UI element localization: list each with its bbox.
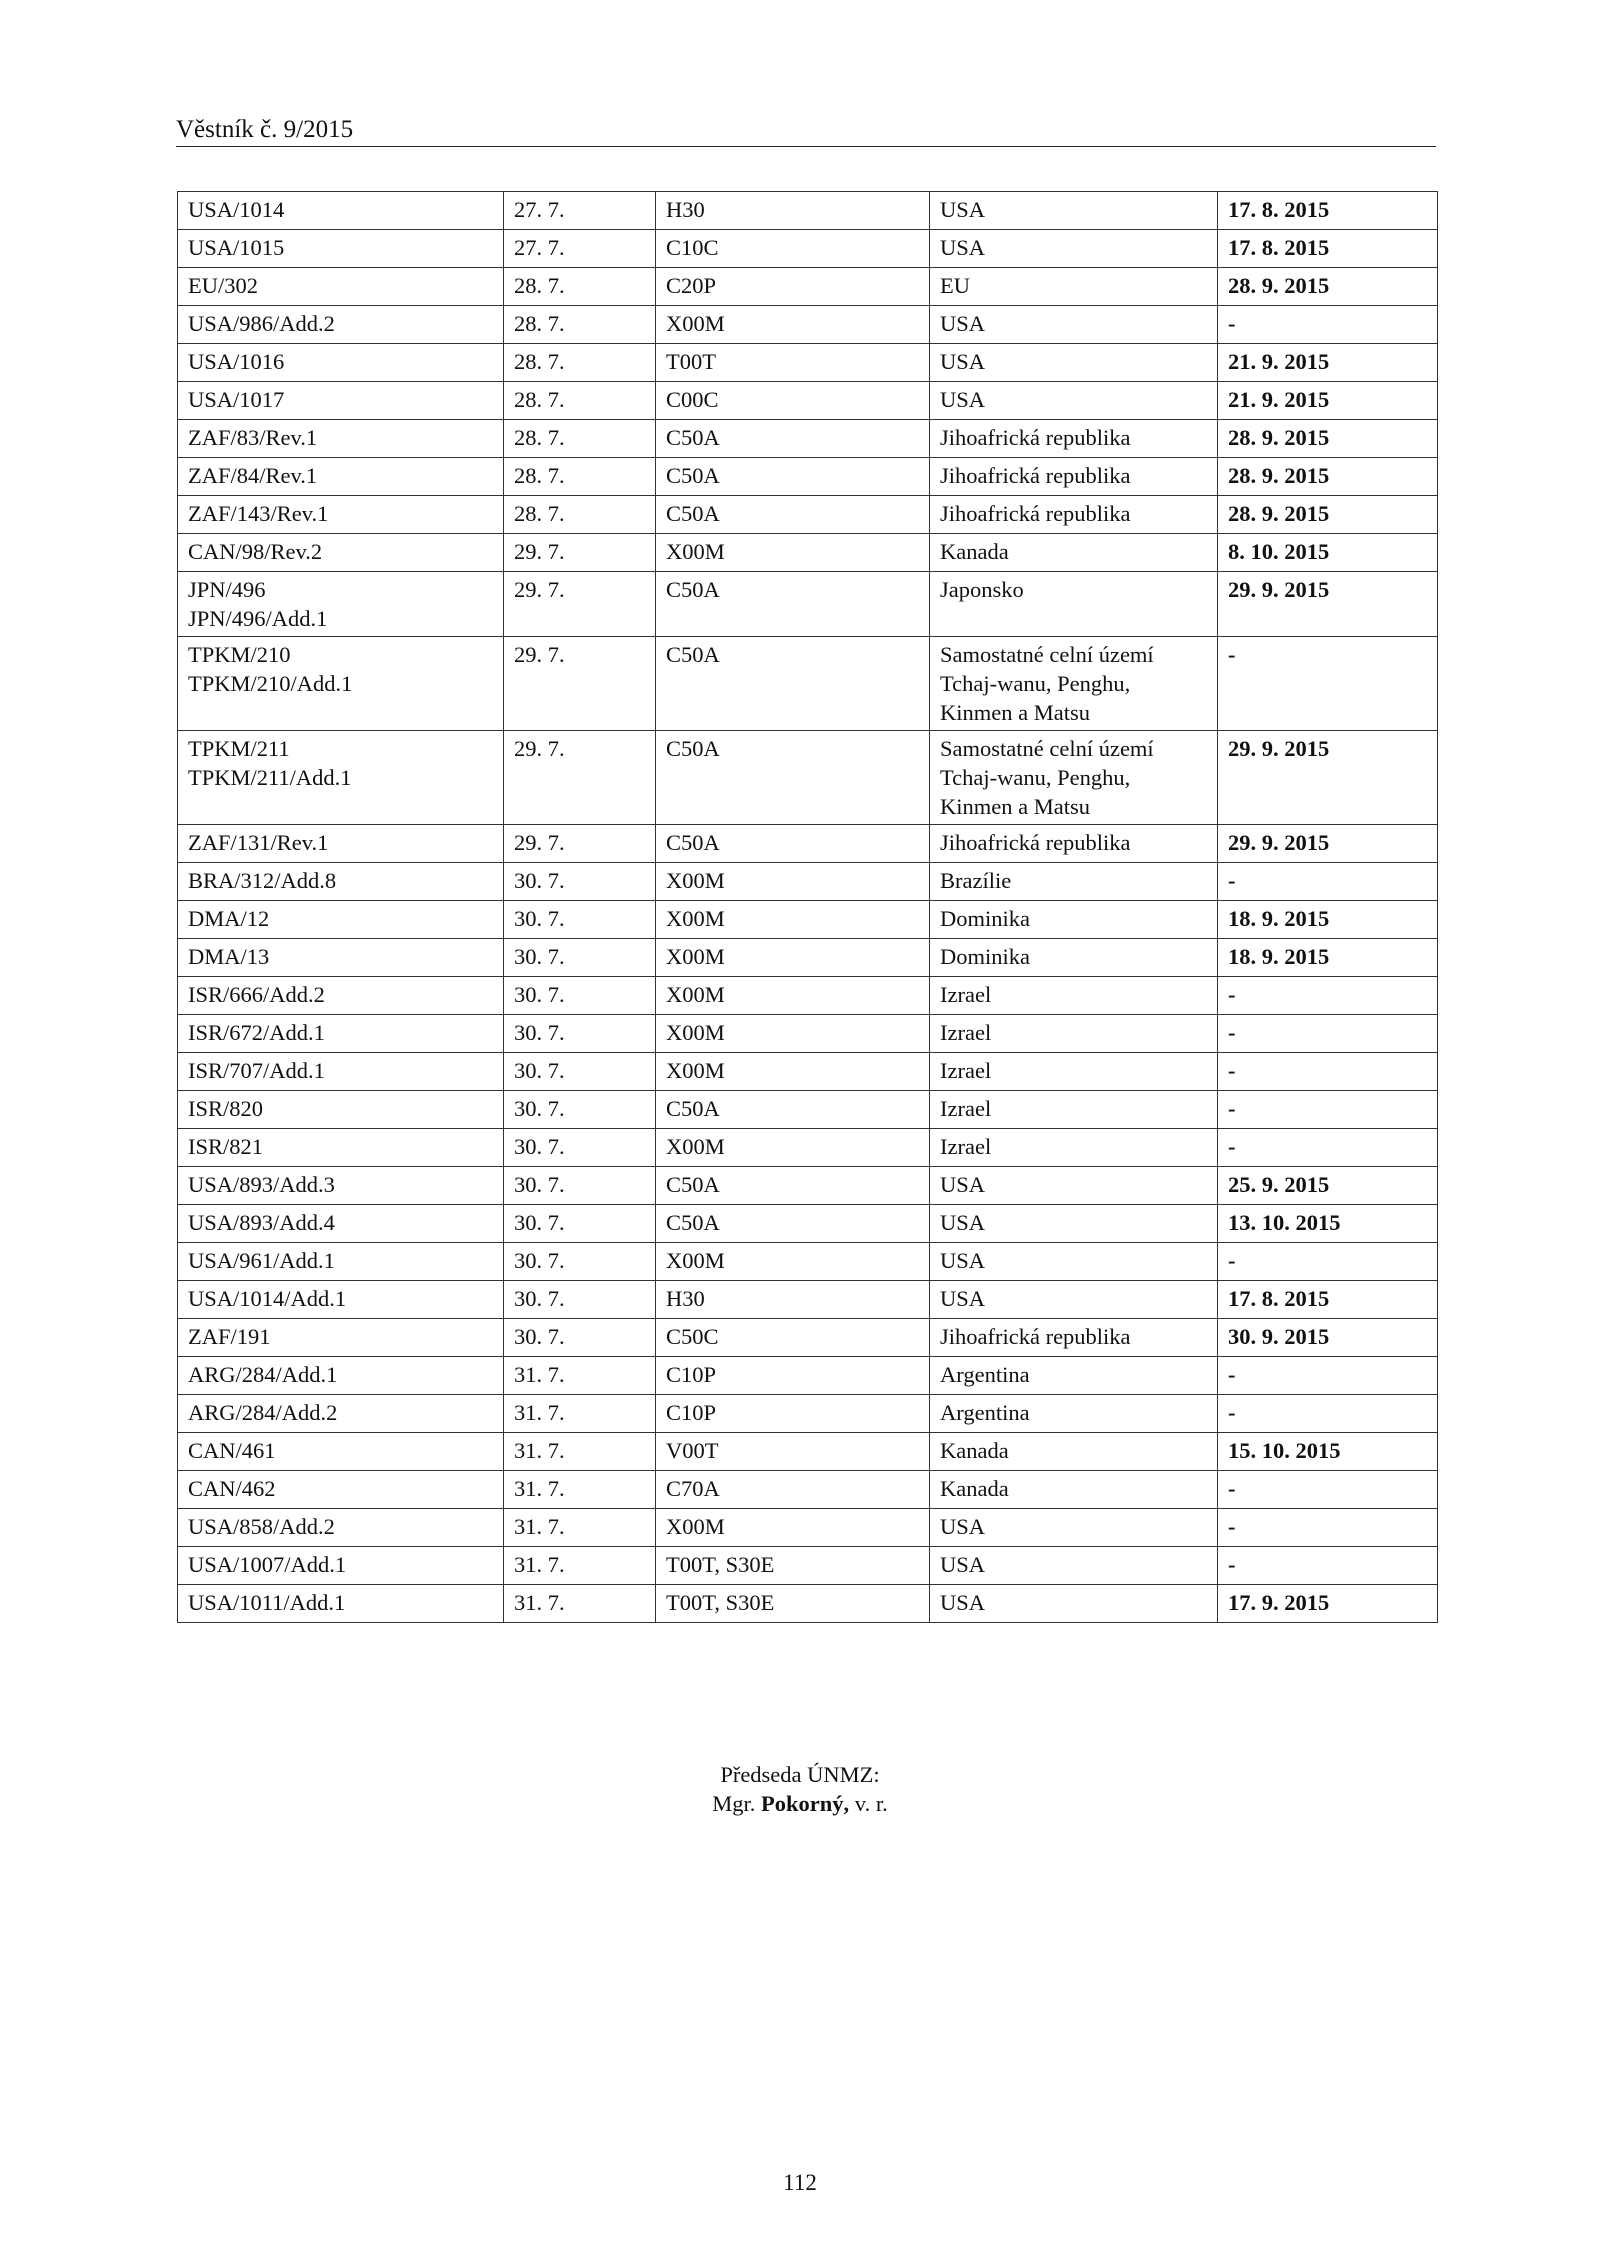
country-cell xyxy=(930,901,1218,939)
date-cell: 31. 7. xyxy=(504,1547,656,1585)
deadline-cell: 17. 8. 2015 xyxy=(1218,192,1438,230)
date-cell: 31. 7. xyxy=(504,1395,656,1433)
table-row xyxy=(178,1281,1438,1319)
document-cell xyxy=(178,496,504,534)
document-cell-line: USA/1016 xyxy=(188,349,285,374)
country-cell-line: Kanada xyxy=(940,539,1009,564)
code-cell: X00M xyxy=(656,939,930,977)
document-cell-line: USA/961/Add.1 xyxy=(188,1248,335,1273)
country-cell-line: USA xyxy=(940,1514,986,1539)
country-cell-line: USA xyxy=(940,387,986,412)
document-cell xyxy=(178,901,504,939)
country-cell-line: Japonsko xyxy=(940,577,1024,602)
country-cell xyxy=(930,1167,1218,1205)
document-cell-line: EU/302 xyxy=(188,273,258,298)
deadline-cell: 21. 9. 2015 xyxy=(1218,382,1438,420)
document-cell-line: BRA/312/Add.8 xyxy=(188,868,337,893)
code-cell: C20P xyxy=(656,268,930,306)
code-cell: X00M xyxy=(656,1243,930,1281)
deadline-cell: - xyxy=(1218,1091,1438,1129)
deadline-cell: 21. 9. 2015 xyxy=(1218,344,1438,382)
deadline-cell: - xyxy=(1218,637,1438,731)
date-cell: 28. 7. xyxy=(504,268,656,306)
table-row xyxy=(178,1091,1438,1129)
country-cell-line: Jihoafrická republika xyxy=(940,463,1131,488)
country-cell-line: USA xyxy=(940,1590,986,1615)
country-cell-line: Brazílie xyxy=(940,868,1012,893)
deadline-cell: 29. 9. 2015 xyxy=(1218,572,1438,637)
country-cell xyxy=(930,1015,1218,1053)
country-cell-line: USA xyxy=(940,1286,986,1311)
code-cell: X00M xyxy=(656,901,930,939)
country-cell-line: Jihoafrická republika xyxy=(940,1324,1131,1349)
code-cell: C10P xyxy=(656,1395,930,1433)
deadline-cell: - xyxy=(1218,1395,1438,1433)
code-cell: C10P xyxy=(656,1357,930,1395)
table-row xyxy=(178,1433,1438,1471)
document-cell-line: ZAF/143/Rev.1 xyxy=(188,501,329,526)
document-cell-line: USA/986/Add.2 xyxy=(188,311,335,336)
document-cell xyxy=(178,1319,504,1357)
deadline-cell: 28. 9. 2015 xyxy=(1218,458,1438,496)
deadline-cell: - xyxy=(1218,1471,1438,1509)
country-cell-line: Kinmen a Matsu xyxy=(940,700,1090,725)
code-cell: C10C xyxy=(656,230,930,268)
deadline-cell: 28. 9. 2015 xyxy=(1218,420,1438,458)
code-cell: C50A xyxy=(656,637,930,731)
code-cell: C50C xyxy=(656,1319,930,1357)
country-cell xyxy=(930,863,1218,901)
country-cell xyxy=(930,1547,1218,1585)
code-cell: C50A xyxy=(656,420,930,458)
document-cell xyxy=(178,1509,504,1547)
code-cell: C50A xyxy=(656,1091,930,1129)
code-cell: X00M xyxy=(656,1129,930,1167)
document-cell-line: DMA/12 xyxy=(188,906,270,931)
document-cell-line: ISR/672/Add.1 xyxy=(188,1020,325,1045)
country-cell xyxy=(930,637,1218,731)
table-row xyxy=(178,1471,1438,1509)
deadline-cell: 18. 9. 2015 xyxy=(1218,939,1438,977)
document-cell-line: TPKM/211 xyxy=(188,736,290,761)
signature-role: Předseda ÚNMZ: xyxy=(720,1762,880,1787)
table-row xyxy=(178,637,1438,731)
country-cell-line: Argentina xyxy=(940,1400,1030,1425)
date-cell: 30. 7. xyxy=(504,1167,656,1205)
date-cell: 28. 7. xyxy=(504,458,656,496)
code-cell: X00M xyxy=(656,863,930,901)
journal-title: Věstník č. 9/2015 xyxy=(176,116,354,143)
date-cell: 29. 7. xyxy=(504,637,656,731)
document-cell-line: USA/1014/Add.1 xyxy=(188,1286,347,1311)
table-body xyxy=(178,192,1438,1623)
table-row xyxy=(178,939,1438,977)
country-cell-line: Tchaj-wanu, Penghu, xyxy=(940,671,1131,696)
date-cell: 30. 7. xyxy=(504,1129,656,1167)
country-cell xyxy=(930,306,1218,344)
document-cell xyxy=(178,458,504,496)
country-cell xyxy=(930,420,1218,458)
country-cell xyxy=(930,1091,1218,1129)
country-cell xyxy=(930,534,1218,572)
code-cell: C50A xyxy=(656,458,930,496)
code-cell: C00C xyxy=(656,382,930,420)
document-cell-line: USA/1017 xyxy=(188,387,285,412)
code-cell: V00T xyxy=(656,1433,930,1471)
page-number: 112 xyxy=(783,2170,817,2195)
document-cell-line: ISR/707/Add.1 xyxy=(188,1058,325,1083)
document-cell xyxy=(178,306,504,344)
country-cell-line: USA xyxy=(940,349,986,374)
document-cell-line: ZAF/84/Rev.1 xyxy=(188,463,318,488)
document-cell xyxy=(178,534,504,572)
country-cell-line: USA xyxy=(940,1210,986,1235)
signature-name: Pokorný, xyxy=(761,1791,850,1816)
document-cell-line: USA/893/Add.4 xyxy=(188,1210,335,1235)
deadline-cell: - xyxy=(1218,1129,1438,1167)
document-cell-line: JPN/496/Add.1 xyxy=(188,606,328,631)
document-cell xyxy=(178,731,504,825)
document-cell-line: ZAF/131/Rev.1 xyxy=(188,830,329,855)
notifications-table xyxy=(177,191,1438,1623)
deadline-cell: - xyxy=(1218,1015,1438,1053)
deadline-cell: 15. 10. 2015 xyxy=(1218,1433,1438,1471)
document-cell-line: USA/893/Add.3 xyxy=(188,1172,335,1197)
table-row xyxy=(178,382,1438,420)
deadline-cell: 25. 9. 2015 xyxy=(1218,1167,1438,1205)
code-cell: C70A xyxy=(656,1471,930,1509)
deadline-cell: 17. 9. 2015 xyxy=(1218,1585,1438,1623)
deadline-cell: 17. 8. 2015 xyxy=(1218,230,1438,268)
country-cell xyxy=(930,1053,1218,1091)
date-cell: 31. 7. xyxy=(504,1357,656,1395)
date-cell: 31. 7. xyxy=(504,1509,656,1547)
date-cell: 30. 7. xyxy=(504,863,656,901)
country-cell xyxy=(930,1509,1218,1547)
deadline-cell: - xyxy=(1218,1053,1438,1091)
country-cell-line: Kanada xyxy=(940,1476,1009,1501)
table-row xyxy=(178,1395,1438,1433)
document-cell-line: TPKM/211/Add.1 xyxy=(188,765,352,790)
date-cell: 30. 7. xyxy=(504,939,656,977)
country-cell-line: USA xyxy=(940,311,986,336)
deadline-cell: - xyxy=(1218,1357,1438,1395)
country-cell-line: USA xyxy=(940,1248,986,1273)
document-cell xyxy=(178,1433,504,1471)
deadline-cell: 17. 8. 2015 xyxy=(1218,1281,1438,1319)
document-cell xyxy=(178,1205,504,1243)
country-cell xyxy=(930,572,1218,637)
code-cell: X00M xyxy=(656,1053,930,1091)
document-cell-line: USA/1015 xyxy=(188,235,285,260)
code-cell: C50A xyxy=(656,731,930,825)
deadline-cell: 30. 9. 2015 xyxy=(1218,1319,1438,1357)
document-cell-line: ISR/821 xyxy=(188,1134,264,1159)
document-cell xyxy=(178,1281,504,1319)
date-cell: 30. 7. xyxy=(504,1319,656,1357)
country-cell xyxy=(930,825,1218,863)
table-row xyxy=(178,1509,1438,1547)
date-cell: 28. 7. xyxy=(504,382,656,420)
date-cell: 29. 7. xyxy=(504,825,656,863)
country-cell xyxy=(930,1281,1218,1319)
country-cell-line: Jihoafrická republika xyxy=(940,501,1131,526)
country-cell xyxy=(930,1471,1218,1509)
date-cell: 30. 7. xyxy=(504,1053,656,1091)
table-row xyxy=(178,496,1438,534)
table-row xyxy=(178,1053,1438,1091)
signature-block xyxy=(0,1760,1600,1818)
document-cell xyxy=(178,825,504,863)
page-header xyxy=(176,112,1436,147)
document-cell-line: ISR/666/Add.2 xyxy=(188,982,325,1007)
country-cell-line: USA xyxy=(940,1552,986,1577)
date-cell: 27. 7. xyxy=(504,192,656,230)
country-cell xyxy=(930,1319,1218,1357)
code-cell: X00M xyxy=(656,534,930,572)
date-cell: 30. 7. xyxy=(504,1015,656,1053)
document-cell-line: USA/1011/Add.1 xyxy=(188,1590,346,1615)
deadline-cell: - xyxy=(1218,1547,1438,1585)
table-row xyxy=(178,863,1438,901)
date-cell: 30. 7. xyxy=(504,1205,656,1243)
date-cell: 29. 7. xyxy=(504,731,656,825)
document-cell xyxy=(178,420,504,458)
document-cell-line: CAN/98/Rev.2 xyxy=(188,539,323,564)
date-cell: 29. 7. xyxy=(504,534,656,572)
table-row xyxy=(178,458,1438,496)
code-cell: T00T, S30E xyxy=(656,1547,930,1585)
country-cell xyxy=(930,1205,1218,1243)
code-cell: X00M xyxy=(656,977,930,1015)
code-cell: X00M xyxy=(656,306,930,344)
date-cell: 30. 7. xyxy=(504,1281,656,1319)
date-cell: 30. 7. xyxy=(504,1091,656,1129)
document-cell xyxy=(178,382,504,420)
document-cell-line: USA/1014 xyxy=(188,197,285,222)
document-cell xyxy=(178,1167,504,1205)
deadline-cell: - xyxy=(1218,863,1438,901)
document-cell-line: ZAF/83/Rev.1 xyxy=(188,425,318,450)
table-row xyxy=(178,977,1438,1015)
table-row xyxy=(178,1319,1438,1357)
country-cell-line: Kanada xyxy=(940,1438,1009,1463)
document-cell-line: JPN/496 xyxy=(188,577,266,602)
deadline-cell: 28. 9. 2015 xyxy=(1218,496,1438,534)
table-row xyxy=(178,1585,1438,1623)
signature-suffix: v. r. xyxy=(854,1791,888,1816)
deadline-cell: 18. 9. 2015 xyxy=(1218,901,1438,939)
document-cell xyxy=(178,1091,504,1129)
table-row xyxy=(178,1357,1438,1395)
country-cell-line: Izrael xyxy=(940,1020,992,1045)
document-cell xyxy=(178,1015,504,1053)
date-cell: 30. 7. xyxy=(504,977,656,1015)
document-cell xyxy=(178,1547,504,1585)
country-cell xyxy=(930,1433,1218,1471)
table-row xyxy=(178,1243,1438,1281)
date-cell: 30. 7. xyxy=(504,901,656,939)
table-row xyxy=(178,1015,1438,1053)
table-row xyxy=(178,344,1438,382)
document-cell xyxy=(178,863,504,901)
document-cell xyxy=(178,1243,504,1281)
country-cell xyxy=(930,1129,1218,1167)
code-cell: C50A xyxy=(656,572,930,637)
country-cell xyxy=(930,344,1218,382)
table-row xyxy=(178,572,1438,637)
country-cell xyxy=(930,496,1218,534)
table-row xyxy=(178,534,1438,572)
code-cell: C50A xyxy=(656,825,930,863)
document-cell-line: CAN/461 xyxy=(188,1438,276,1463)
date-cell: 28. 7. xyxy=(504,306,656,344)
document-cell xyxy=(178,1129,504,1167)
document-cell xyxy=(178,1471,504,1509)
code-cell: C50A xyxy=(656,1167,930,1205)
document-cell-line: TPKM/210/Add.1 xyxy=(188,671,353,696)
deadline-cell: - xyxy=(1218,1243,1438,1281)
document-cell xyxy=(178,344,504,382)
table-row xyxy=(178,230,1438,268)
date-cell: 28. 7. xyxy=(504,420,656,458)
country-cell-line: USA xyxy=(940,235,986,260)
country-cell-line: Izrael xyxy=(940,1096,992,1121)
table-row xyxy=(178,192,1438,230)
deadline-cell: 8. 10. 2015 xyxy=(1218,534,1438,572)
document-cell xyxy=(178,1585,504,1623)
country-cell xyxy=(930,939,1218,977)
country-cell-line: EU xyxy=(940,273,970,298)
country-cell xyxy=(930,1357,1218,1395)
country-cell-line: Izrael xyxy=(940,982,992,1007)
document-cell xyxy=(178,1395,504,1433)
code-cell: X00M xyxy=(656,1509,930,1547)
document-cell xyxy=(178,230,504,268)
document-cell xyxy=(178,1053,504,1091)
table-row xyxy=(178,1205,1438,1243)
date-cell: 28. 7. xyxy=(504,496,656,534)
document-cell-line: USA/858/Add.2 xyxy=(188,1514,335,1539)
country-cell xyxy=(930,1243,1218,1281)
date-cell: 31. 7. xyxy=(504,1433,656,1471)
document-cell xyxy=(178,572,504,637)
table-row xyxy=(178,731,1438,825)
document-cell-line: TPKM/210 xyxy=(188,642,291,667)
country-cell xyxy=(930,731,1218,825)
deadline-cell: - xyxy=(1218,1509,1438,1547)
country-cell-line: Tchaj-wanu, Penghu, xyxy=(940,765,1131,790)
country-cell-line: Izrael xyxy=(940,1134,992,1159)
table-row xyxy=(178,306,1438,344)
document-cell xyxy=(178,1357,504,1395)
deadline-cell: 13. 10. 2015 xyxy=(1218,1205,1438,1243)
table-row xyxy=(178,420,1438,458)
country-cell-line: Dominika xyxy=(940,944,1030,969)
code-cell: C50A xyxy=(656,496,930,534)
country-cell-line: Samostatné celní území xyxy=(940,736,1154,761)
deadline-cell: 28. 9. 2015 xyxy=(1218,268,1438,306)
country-cell xyxy=(930,230,1218,268)
country-cell xyxy=(930,1395,1218,1433)
date-cell: 27. 7. xyxy=(504,230,656,268)
document-cell xyxy=(178,939,504,977)
country-cell-line: USA xyxy=(940,197,986,222)
code-cell: H30 xyxy=(656,192,930,230)
country-cell-line: USA xyxy=(940,1172,986,1197)
country-cell-line: Jihoafrická republika xyxy=(940,830,1131,855)
table-row xyxy=(178,1547,1438,1585)
document-cell xyxy=(178,637,504,731)
table-row xyxy=(178,825,1438,863)
signature-prefix: Mgr. xyxy=(712,1791,756,1816)
document-cell-line: ZAF/191 xyxy=(188,1324,271,1349)
country-cell-line: Jihoafrická republika xyxy=(940,425,1131,450)
document-cell xyxy=(178,192,504,230)
date-cell: 28. 7. xyxy=(504,344,656,382)
document-cell-line: DMA/13 xyxy=(188,944,270,969)
table-row xyxy=(178,1129,1438,1167)
code-cell: C50A xyxy=(656,1205,930,1243)
date-cell: 30. 7. xyxy=(504,1243,656,1281)
document-cell-line: ARG/284/Add.2 xyxy=(188,1400,338,1425)
country-cell-line: Izrael xyxy=(940,1058,992,1083)
document-cell xyxy=(178,268,504,306)
code-cell: T00T xyxy=(656,344,930,382)
deadline-cell: - xyxy=(1218,977,1438,1015)
document-cell xyxy=(178,977,504,1015)
document-cell-line: ARG/284/Add.1 xyxy=(188,1362,338,1387)
code-cell: X00M xyxy=(656,1015,930,1053)
country-cell xyxy=(930,977,1218,1015)
country-cell xyxy=(930,458,1218,496)
country-cell xyxy=(930,382,1218,420)
table-row xyxy=(178,901,1438,939)
country-cell-line: Samostatné celní území xyxy=(940,642,1154,667)
country-cell-line: Argentina xyxy=(940,1362,1030,1387)
document-cell-line: ISR/820 xyxy=(188,1096,264,1121)
document-cell-line: USA/1007/Add.1 xyxy=(188,1552,347,1577)
table-row xyxy=(178,268,1438,306)
signature-name-line xyxy=(0,1789,1600,1818)
country-cell xyxy=(930,1585,1218,1623)
deadline-cell: 29. 9. 2015 xyxy=(1218,731,1438,825)
deadline-cell: - xyxy=(1218,306,1438,344)
country-cell-line: Dominika xyxy=(940,906,1030,931)
country-cell-line: Kinmen a Matsu xyxy=(940,794,1090,819)
code-cell: H30 xyxy=(656,1281,930,1319)
country-cell xyxy=(930,192,1218,230)
table-row xyxy=(178,1167,1438,1205)
date-cell: 29. 7. xyxy=(504,572,656,637)
country-cell xyxy=(930,268,1218,306)
document-cell-line: CAN/462 xyxy=(188,1476,276,1501)
date-cell: 31. 7. xyxy=(504,1585,656,1623)
code-cell: T00T, S30E xyxy=(656,1585,930,1623)
date-cell: 31. 7. xyxy=(504,1471,656,1509)
deadline-cell: 29. 9. 2015 xyxy=(1218,825,1438,863)
